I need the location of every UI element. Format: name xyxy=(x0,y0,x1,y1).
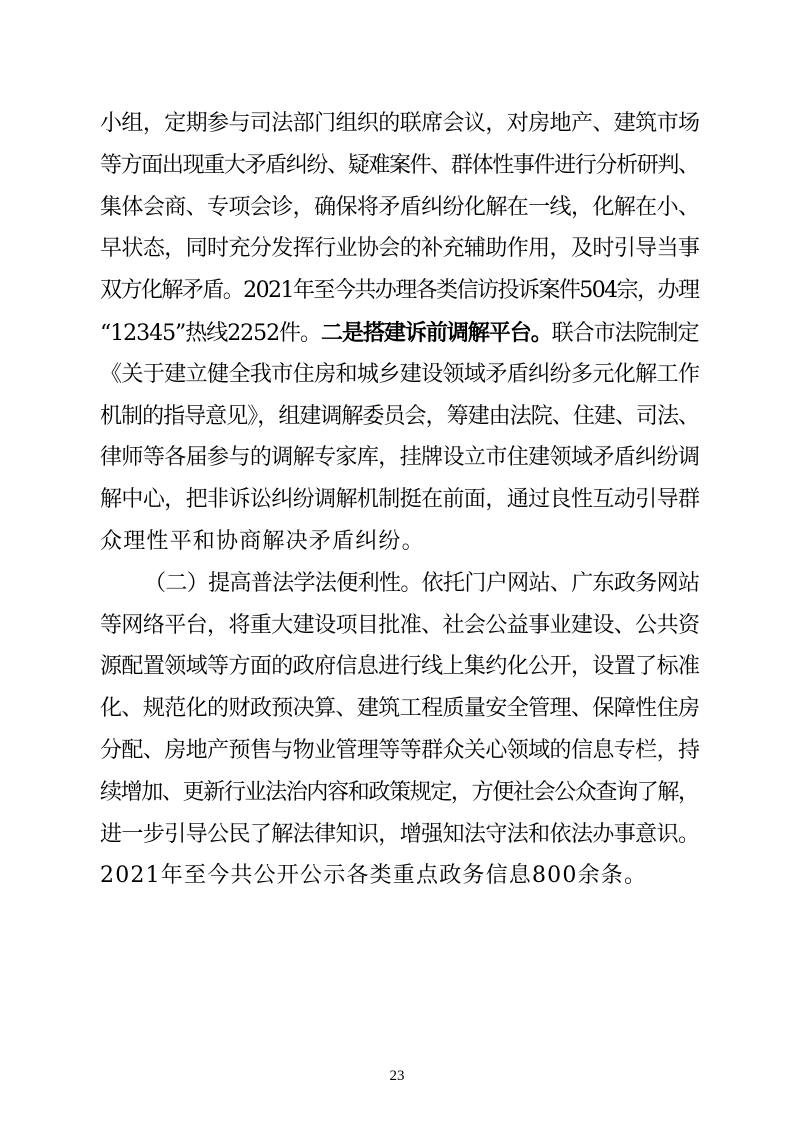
text-line xyxy=(100,480,699,520)
body-text: “12345”热线2252件。 xyxy=(100,321,321,346)
body-text: 进一步引导公民了解法律知识，增强知法守法和依法办事意识。 xyxy=(100,821,700,847)
body-text: 小组，定期参与司法部门组织的联席会议，对房地产、建筑市场 xyxy=(100,111,700,136)
text-line xyxy=(100,397,699,437)
text-line xyxy=(100,438,699,478)
text-line xyxy=(100,229,699,269)
body-text: 解中心，把非诉讼纠纷调解机制挺在前面，通过良性互动引导群 xyxy=(100,487,700,513)
page-number: 23 xyxy=(389,1068,405,1084)
body-text: 集体会商、专项会诊，确保将矛盾纠纷化解在一线，化解在小、 xyxy=(100,194,700,220)
text-line xyxy=(100,856,647,896)
body-text: 化、规范化的财政预决算、建筑工程质量安全管理、保障性住房 xyxy=(100,696,700,722)
body-text: 等方面出现重大矛盾纠纷、疑难案件、群体性事件进行分析研判、 xyxy=(100,152,699,178)
text-line xyxy=(100,647,699,687)
body-text: 联合市法院制定 xyxy=(551,321,699,346)
body-text: 机制的指导意见》，组建调解委员会，筹建由法院、住建、司法、 xyxy=(100,403,700,429)
body-text: 《关于建立健全我市住房和城乡建设领域矛盾纠纷多元化解工作 xyxy=(100,361,700,387)
text-line xyxy=(100,355,699,395)
text-line xyxy=(144,564,699,604)
text-line xyxy=(100,731,699,771)
body-text: 众理性平和协商解决矛盾纠纷。 xyxy=(100,529,425,554)
body-text: 早状态，同时充分发挥行业协会的补充辅助作用，及时引导当事 xyxy=(100,236,700,262)
text-line xyxy=(100,606,699,646)
bold-heading-text: 二是搭建诉前调解平台。 xyxy=(321,320,552,346)
text-line xyxy=(100,313,698,353)
body-text: 双方化解矛盾。2021年至今共办理各类信访投诉案件504宗，办理 xyxy=(100,278,699,304)
body-text: 律师等各届参与的调解专家库，挂牌设立市住建领域矛盾纠纷调 xyxy=(100,445,700,471)
body-text: 2021年至今共公开公示各类重点政务信息800余条。 xyxy=(100,863,648,889)
body-text: 续增加、更新行业法治内容和政策规定，方便社会公众查询了解， xyxy=(100,779,699,805)
body-text: 源配置领域等方面的政府信息进行线上集约化公开，设置了标准 xyxy=(100,654,700,680)
body-text: 等网络平台，将重大建设项目批准、社会公益事业建设、公共资 xyxy=(100,612,700,638)
text-line xyxy=(100,773,699,813)
text-line xyxy=(100,815,699,855)
text-line xyxy=(100,271,698,311)
body-text: 分配、房地产预售与物业管理等等群众关心领域的信息专栏，持 xyxy=(100,738,700,763)
text-line xyxy=(100,522,425,562)
text-line xyxy=(100,146,699,186)
text-line xyxy=(100,104,699,144)
text-line xyxy=(100,188,699,228)
text-line xyxy=(100,689,699,729)
body-text: （二）提高普法学法便利性。依托门户网站、广东政务网站 xyxy=(144,570,700,596)
